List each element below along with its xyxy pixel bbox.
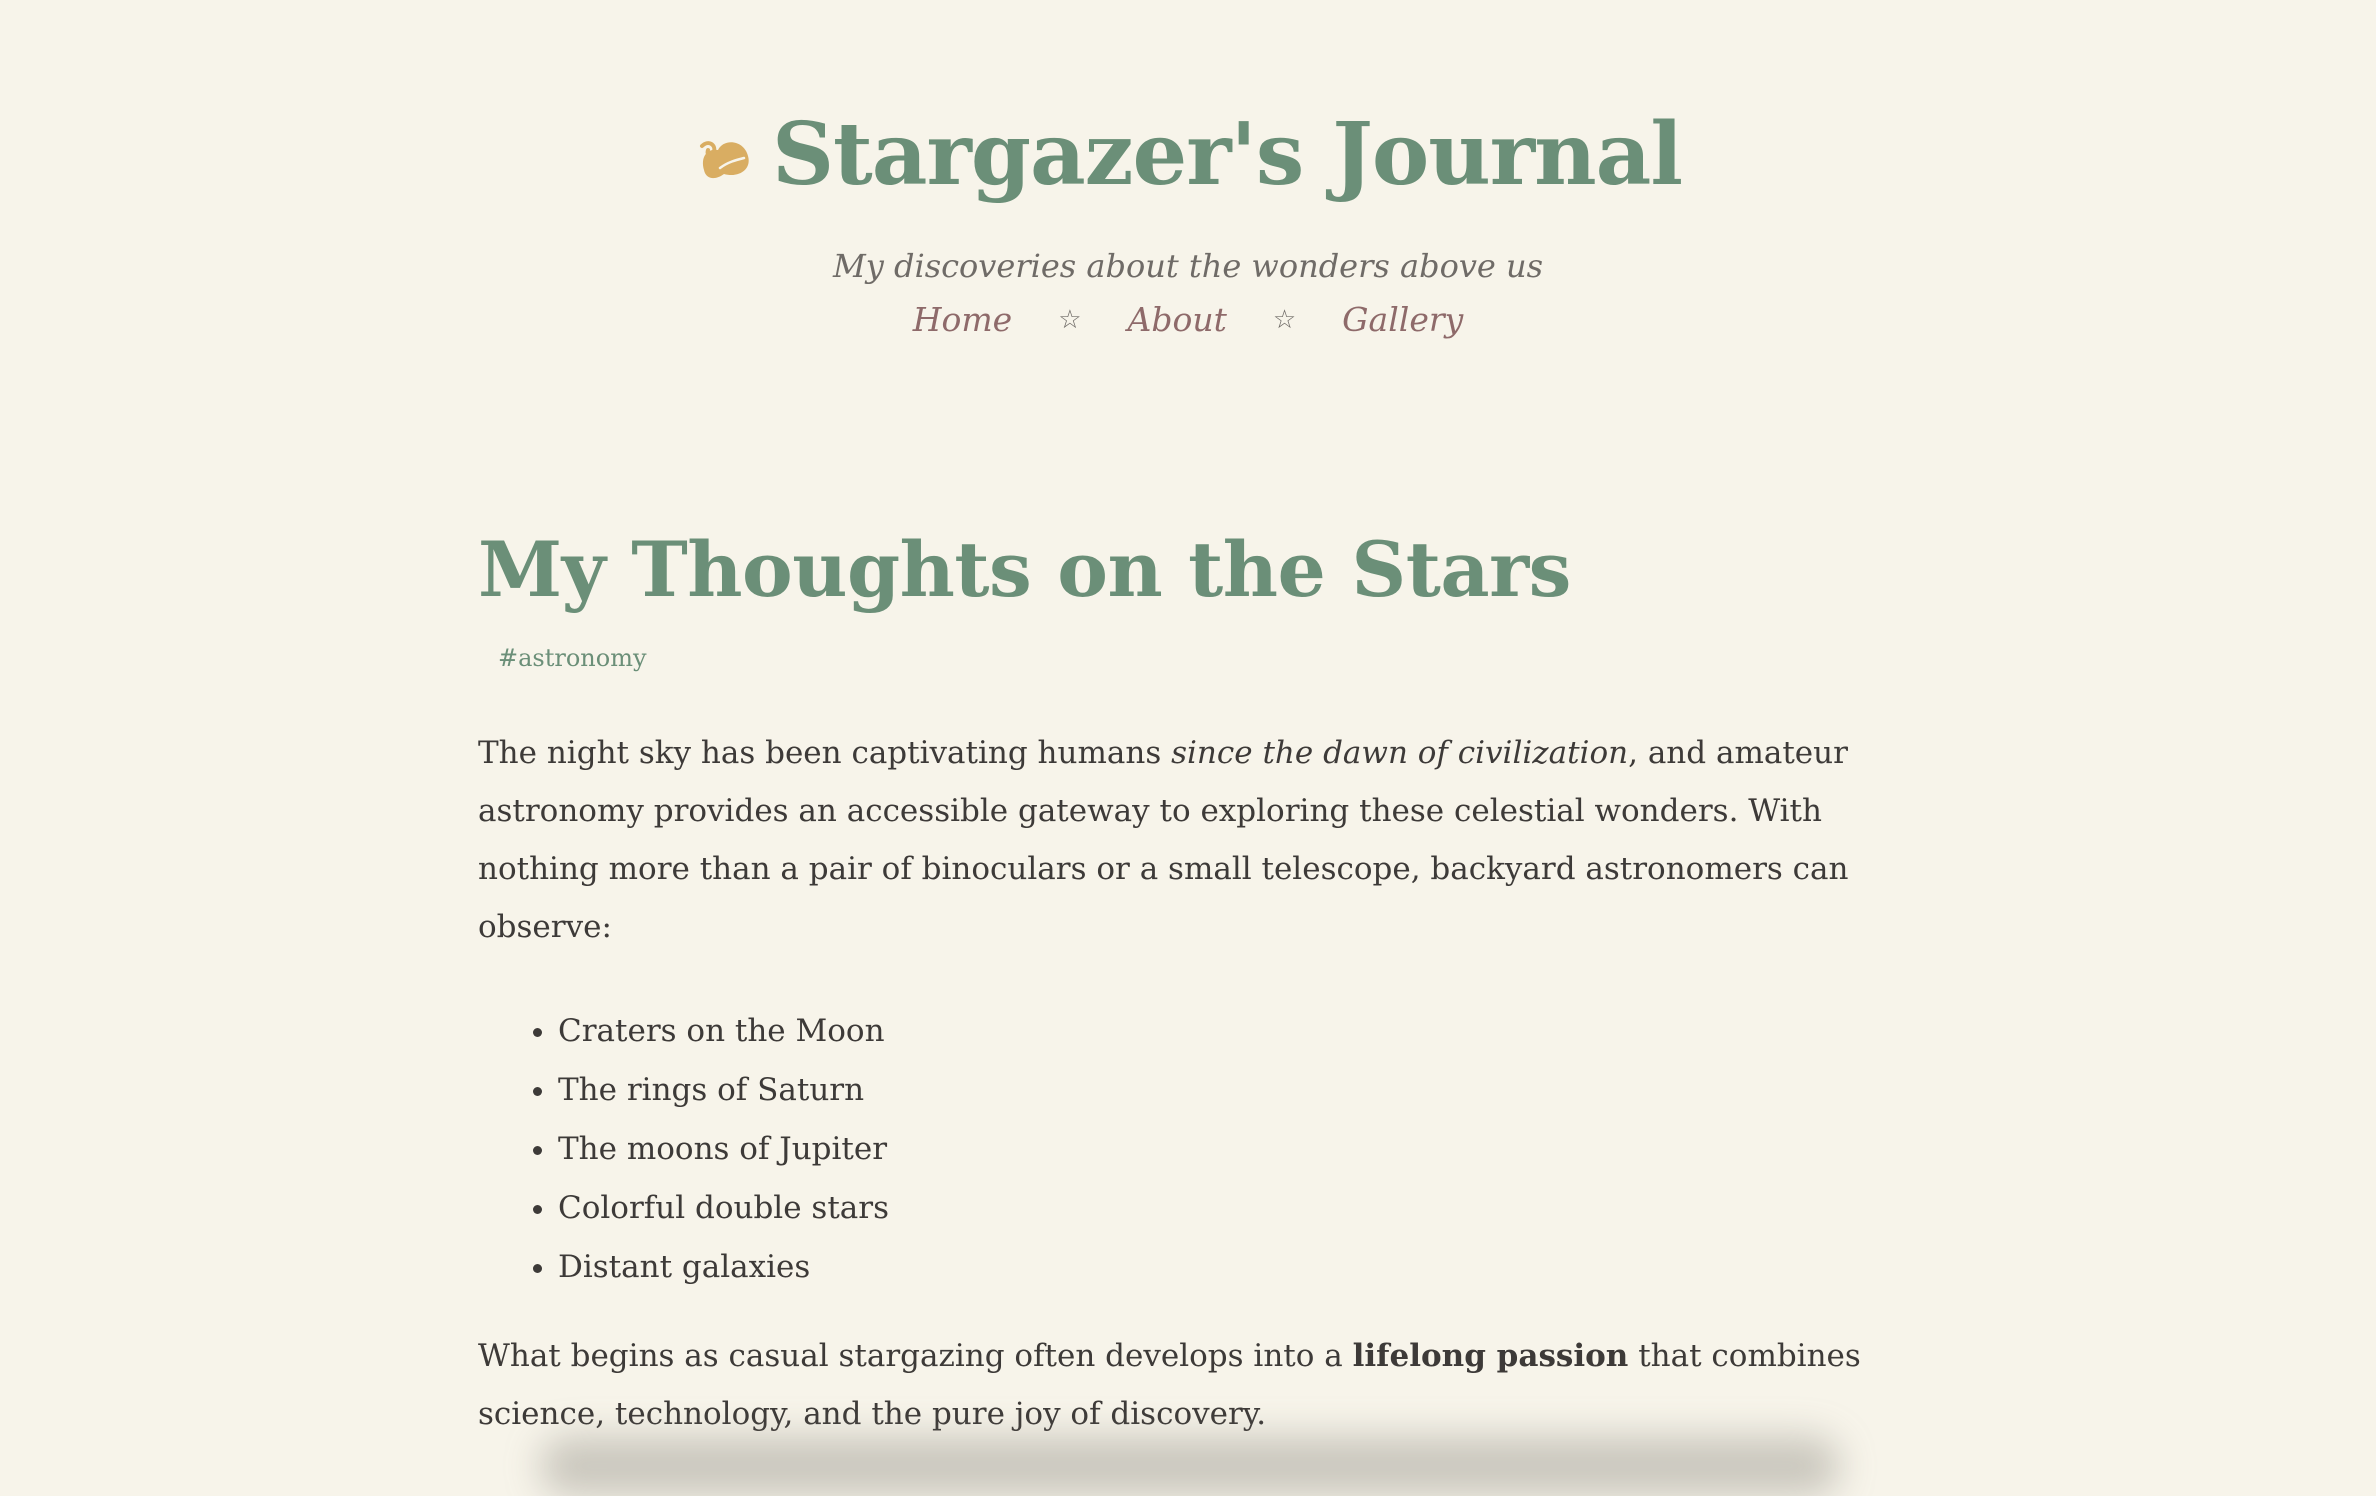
tag-astronomy[interactable]: #astronomy — [498, 643, 647, 672]
main-nav — [0, 300, 2376, 339]
list-item: • Colorful double stars — [558, 1179, 1898, 1238]
star-separator-icon: ☆ — [1272, 304, 1297, 335]
image-card-shadow — [540, 1436, 1840, 1496]
leaf-icon — [694, 126, 758, 190]
list-item: • Distant galaxies — [558, 1238, 1898, 1297]
post-title: My Thoughts on the Stars — [478, 525, 1571, 614]
intro-paragraph — [478, 724, 1898, 956]
intro-emphasis: since the dawn of civilization — [1171, 734, 1629, 771]
star-separator-icon: ☆ — [1058, 304, 1082, 335]
closing-strong: lifelong passion — [1352, 1337, 1629, 1374]
list-item: • The moons of Jupiter — [558, 1120, 1898, 1179]
observation-list — [478, 1002, 1898, 1297]
closing-paragraph — [478, 1327, 1898, 1443]
site-tagline: My discoveries about the wonders above us — [832, 247, 1544, 285]
list-item: • The rings of Saturn — [558, 1061, 1898, 1120]
intro-text-start: The night sky has been captivating humans — [478, 734, 1172, 771]
site-title-row — [0, 104, 2376, 205]
nav-link-home[interactable]: Home — [912, 300, 1013, 339]
closing-text-start: What begins as casual stargazing often develops into a — [478, 1337, 1353, 1374]
closing-text-end: that combines science, technology, and the pure joy of discovery. — [478, 1337, 1861, 1432]
post-article — [478, 525, 1898, 1443]
list-item: • Craters on the Moon — [558, 1002, 1898, 1061]
site-title: Stargazer's Journal — [771, 104, 1683, 205]
nav-link-gallery[interactable]: Gallery — [1342, 300, 1464, 339]
site-header — [0, 0, 2376, 339]
nav-link-about[interactable]: About — [1127, 300, 1227, 339]
intro-text-end: , and amateur astronomy provides an accessible gateway to exploring these celestial wonders. With nothing more than a pair of binoculars or a small telescope, backyard astronomers can observe: — [478, 734, 1849, 945]
